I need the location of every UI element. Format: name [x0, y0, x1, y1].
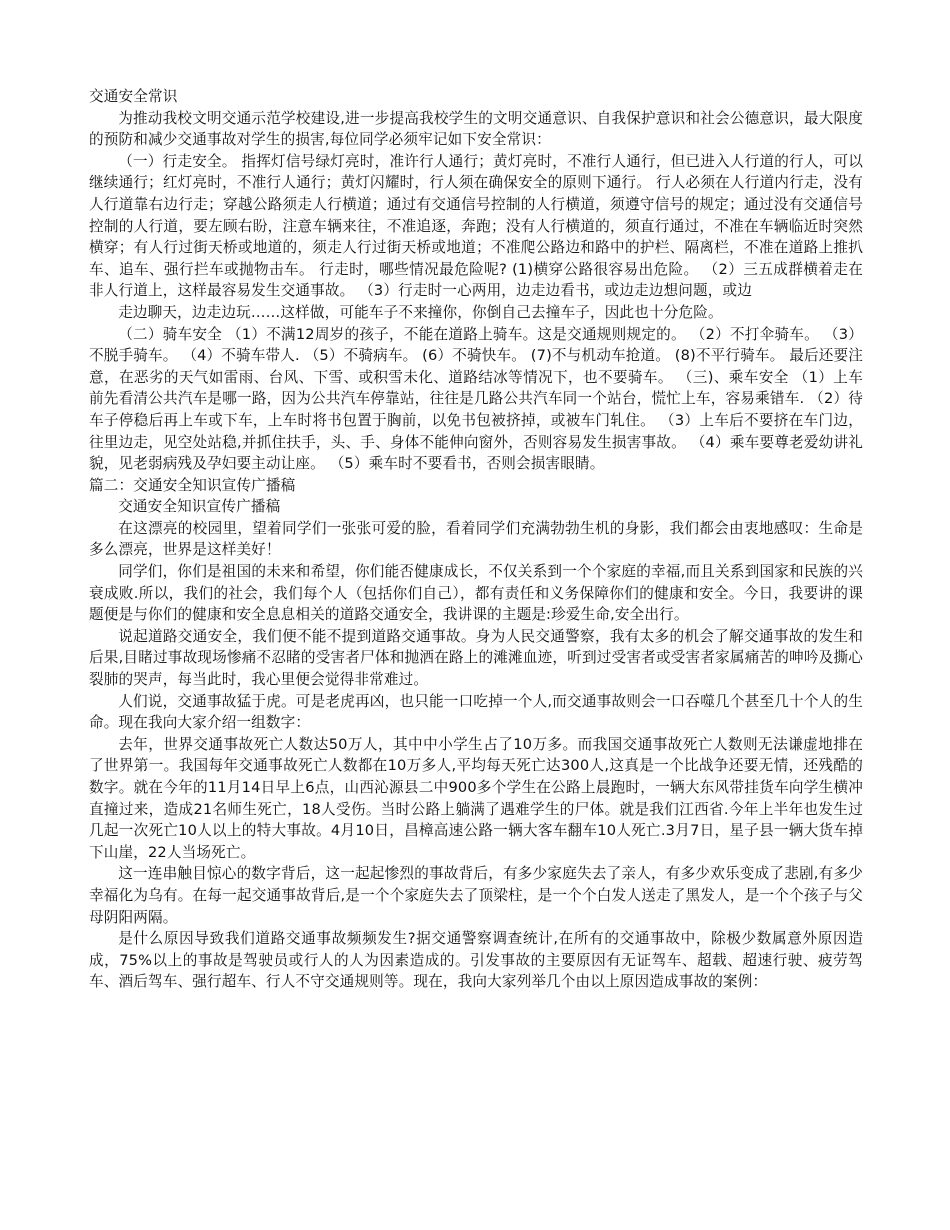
paragraph-campus: 在这漂亮的校园里，望着同学们一张张可爱的脸，看着同学们充满勃勃生机的身影，我们都会由衷地感叹：生命是多么漂亮，世界是这样美好！: [89, 519, 863, 559]
paragraph-walking-safety: （一）行走安全。 指挥灯信号绿灯亮时，准许行人通行；黄灯亮时，不准行人通行，但已进入人行道的行人，可以继续通行；红灯亮时，不准行人通行；黄灯闪耀时，行人须在确保安全的原则下通行。 行人必须在人行道内行走，没有人行道靠右边行走；穿越公路须走人行横道；通过有交通信号控制的人行横道，须遵守信号的规定；通过没有交通信号控制的人行道，要左顾右盼，注意车辆来往，不准追逐，奔跑；没有人行横道的，须直行通过，不准在车辆临近时突然横穿；有人行过街天桥或地道的，须走人行过街天桥或地道；不准爬公路边和路中的护栏、隔离栏，不准在道路上推扒车、追车、强行拦车或抛物击车。 行走时，哪些情况最危险呢? (1)横穿公路很容易出危险。 （2）三五成群横着走在非人行道上，这样最容易发生交通事故。 （3）行走时一心两用，边走边看书，或边走边想问题，或边: [89, 152, 863, 300]
paragraph-tiger: 人们说，交通事故猛于虎。可是老虎再凶，也只能一口吃掉一个人,而交通事故则会一口吞噬几个甚至几十个人的生命。现在我向大家介绍一组数字：: [89, 692, 863, 732]
paragraph-future-hope: 同学们，你们是祖国的未来和希望，你们能否健康成长，不仅关系到一个个家庭的幸福,而且关系到国家和民族的兴衰成败.所以，我们的社会，我们每个人（包括你们自己），都有责任和义务保障你们的健康和安全。今日，我要讲的课题便是与你们的健康和安全息息相关的道路交通安全，我讲课的主题是:珍爱生命,安全出行。: [89, 563, 863, 624]
paragraph-walking-continued: 走边聊天，边走边玩……这样做，可能车子不来撞你，你倒自己去撞车子，因此也十分危险。: [118, 303, 723, 321]
paragraph-intro: 为推动我校文明交通示范学校建设,进一步提高我校学生的文明交通意识、自我保护意识和社会公德意识，最大限度的预防和减少交通事故对学生的损害,每位同学必须牢记如下安全常识：: [89, 109, 863, 149]
paragraph-causes: 是什么原因导致我们道路交通事故频频发生?据交通警察调查统计,在所有的交通事故中，除极少数属意外原因造成，75%以上的事故是驾驶员或行人的人为因素造成的。引发事故的主要原因有无证驾车、超载、超速行驶、疲劳驾车、酒后驾车、强行超车、行人不守交通规则等。现在，我向大家列举几个由以上原因造成事故的案例：: [89, 930, 863, 991]
document-title: 交通安全常识: [89, 88, 178, 105]
paragraph-accidents: 说起道路交通安全，我们便不能不提到道路交通事故。身为人民交通警察，我有太多的机会了解交通事故的发生和后果,目睹过事故现场惨痛不忍睹的受害者尸体和抛洒在路上的滩滩血迹，听到过受害者或受害者家属痛苦的呻吟及撕心裂肺的哭声，每当此时，我心里便会觉得非常难过。: [89, 627, 863, 689]
paragraph-tragedy: 这一连串触目惊心的数字背后，这一起起惨烈的事故背后，有多少家庭失去了亲人，有多少欢乐变成了悲剧,有多少幸福化为乌有。在每一起交通事故背后,是一个个家庭失去了顶梁柱，是一个个白发人送走了黑发人，是一个个孩子与父母阴阳两隔。: [89, 865, 863, 926]
paragraph-statistics: 去年，世界交通事故死亡人数达50万人，其中中小学生占了10万多。而我国交通事故死亡人数则无法谦虚地排在了世界第一。我国每年交通事故死亡人数都在10万多人,平均每天死亡达300人,这真是一个比战争还要无情，还残酷的数字。就在今年的11月14日早上6点，山西沁源县二中900多个学生在公路上晨跑时，一辆大东风带挂货车向学生横冲直撞过来，造成21名师生死亡，18人受伤。当时公路上躺满了遇难学生的尸体。就是我们江西省.今年上半年也发生过几起一次死亡10人以上的特大事故。4月10日，昌樟高速公路一辆大客车翻车10人死亡.3月7日，星子县一辆大货车掉下山崖，22人当场死亡。: [89, 735, 863, 861]
section2-title: 交通安全知识宣传广播稿: [118, 498, 281, 516]
paragraph-cycling-riding-safety: （二）骑车安全 （1）不满12周岁的孩子，不能在道路上骑车。这是交通规则规定的。 （2）不打伞骑车。 （3）不脱手骑车。 （4）不骑车带人. （5）不骑病车。 (6）不骑快车。 (7)不与机动车抢道。 (8)不平行骑车。 最后还要注意，在恶劣的天气如雷雨、台风、下雪、或积雪未化、道路结冰等情况下，也不要骑车。 （三)、乘车安全 （1）上车前先看清公共汽车是哪一路，因为公共汽车停靠站，往往是几路公共汽车同一个站台，慌忙上车，容易乘错车. （2）待车子停稳后再上车或下车，上车时将书包置于胸前，以免书包被挤掉，或被车门轧住。 （3）上车后不要挤在车门边，往里边走，见空处站稳,并抓住扶手，头、手、身体不能伸向窗外，否则容易发生损害事故。 （4）乘车要尊老爱幼讲礼貌，见老弱病残及孕妇要主动让座。 （5）乘车时不要看书，否则会损害眼睛。: [89, 325, 863, 473]
section2-heading: 篇二：交通安全知识宣传广播稿: [89, 476, 296, 494]
document-body: [89, 86, 863, 993]
